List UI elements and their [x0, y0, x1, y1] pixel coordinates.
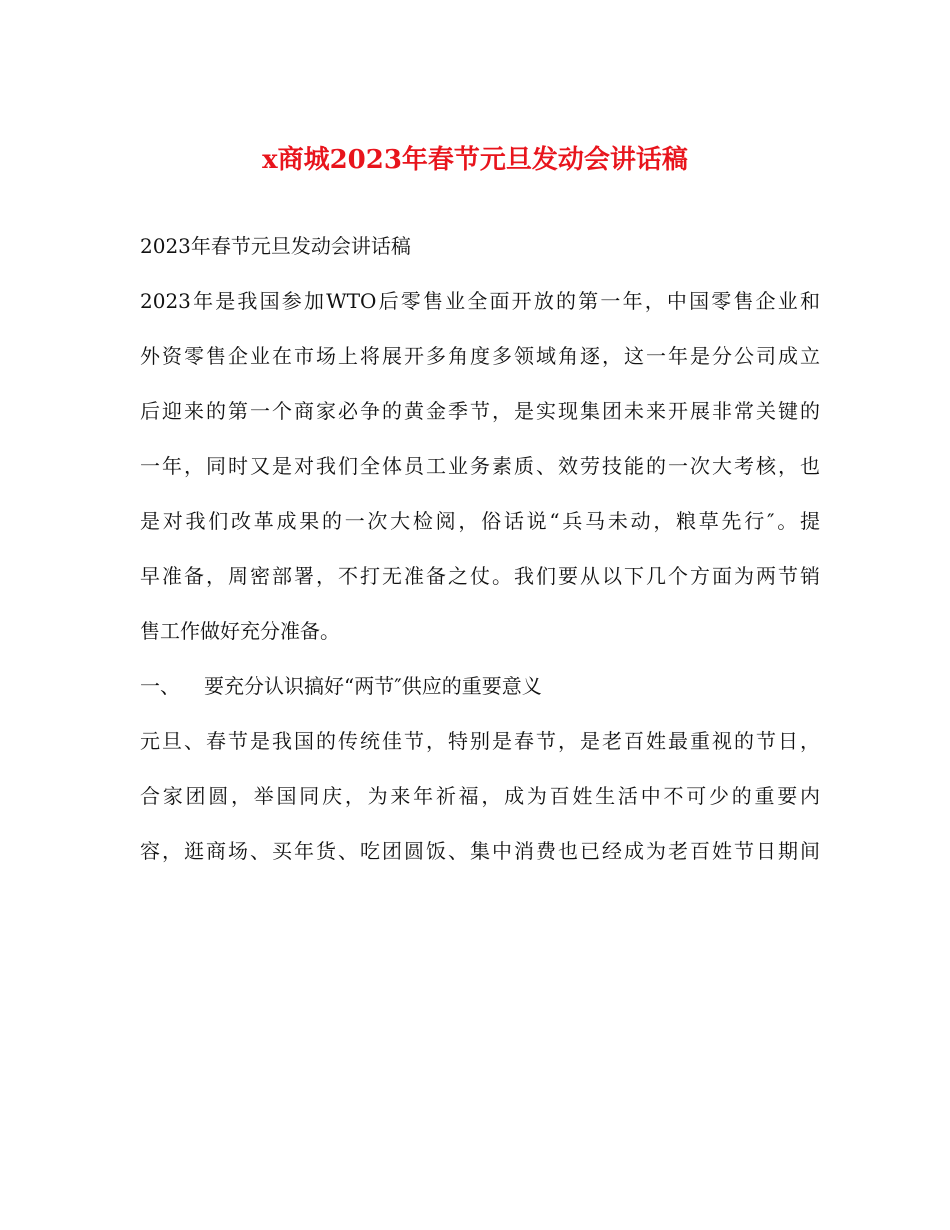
paragraph-line: 合家团圆，举国同庆，为来年祈福，成为百姓生活中不可少的重要内 — [140, 784, 820, 808]
document-title: x商城2023年春节元旦发动会讲话稿 — [262, 145, 688, 175]
paragraph-line: 容，逛商场、买年货、吃团圆饭、集中消费也已经成为老百姓节日期间 — [140, 839, 820, 863]
document-body — [140, 227, 820, 887]
paragraph-line: 是对我们改革成果的一次大检阅，俗话说“兵马未动，粮草先行″。提 — [140, 509, 820, 533]
paragraph-line: 元旦、春节是我国的传统佳节，特别是春节，是老百姓最重视的节日， — [140, 729, 820, 753]
paragraph-line: 售工作做好充分准备。 — [140, 619, 340, 643]
paragraph-line: 后迎来的第一个商家必争的黄金季节，是实现集团未来开展非常关键的 — [140, 399, 820, 423]
section-number: 一、 — [140, 674, 180, 698]
paragraph-line: 一年，同时又是对我们全体员工业务素质、效劳技能的一次大考核，也 — [140, 454, 820, 478]
document-subtitle: 2023年春节元旦发动会讲话稿 — [140, 234, 411, 258]
section-heading — [140, 667, 820, 722]
section-heading-text: 要充分认识搞好“两节″供应的重要意义 — [204, 674, 542, 698]
paragraph-line: 2023年是我国参加WTO后零售业全面开放的第一年，中国零售企业和 — [140, 289, 820, 313]
paragraph-line: 外资零售企业在市场上将展开多角度多领域角逐，这一年是分公司成立 — [140, 344, 820, 368]
paragraph-line: 早准备，周密部署，不打无准备之仗。我们要从以下几个方面为两节销 — [140, 564, 820, 588]
